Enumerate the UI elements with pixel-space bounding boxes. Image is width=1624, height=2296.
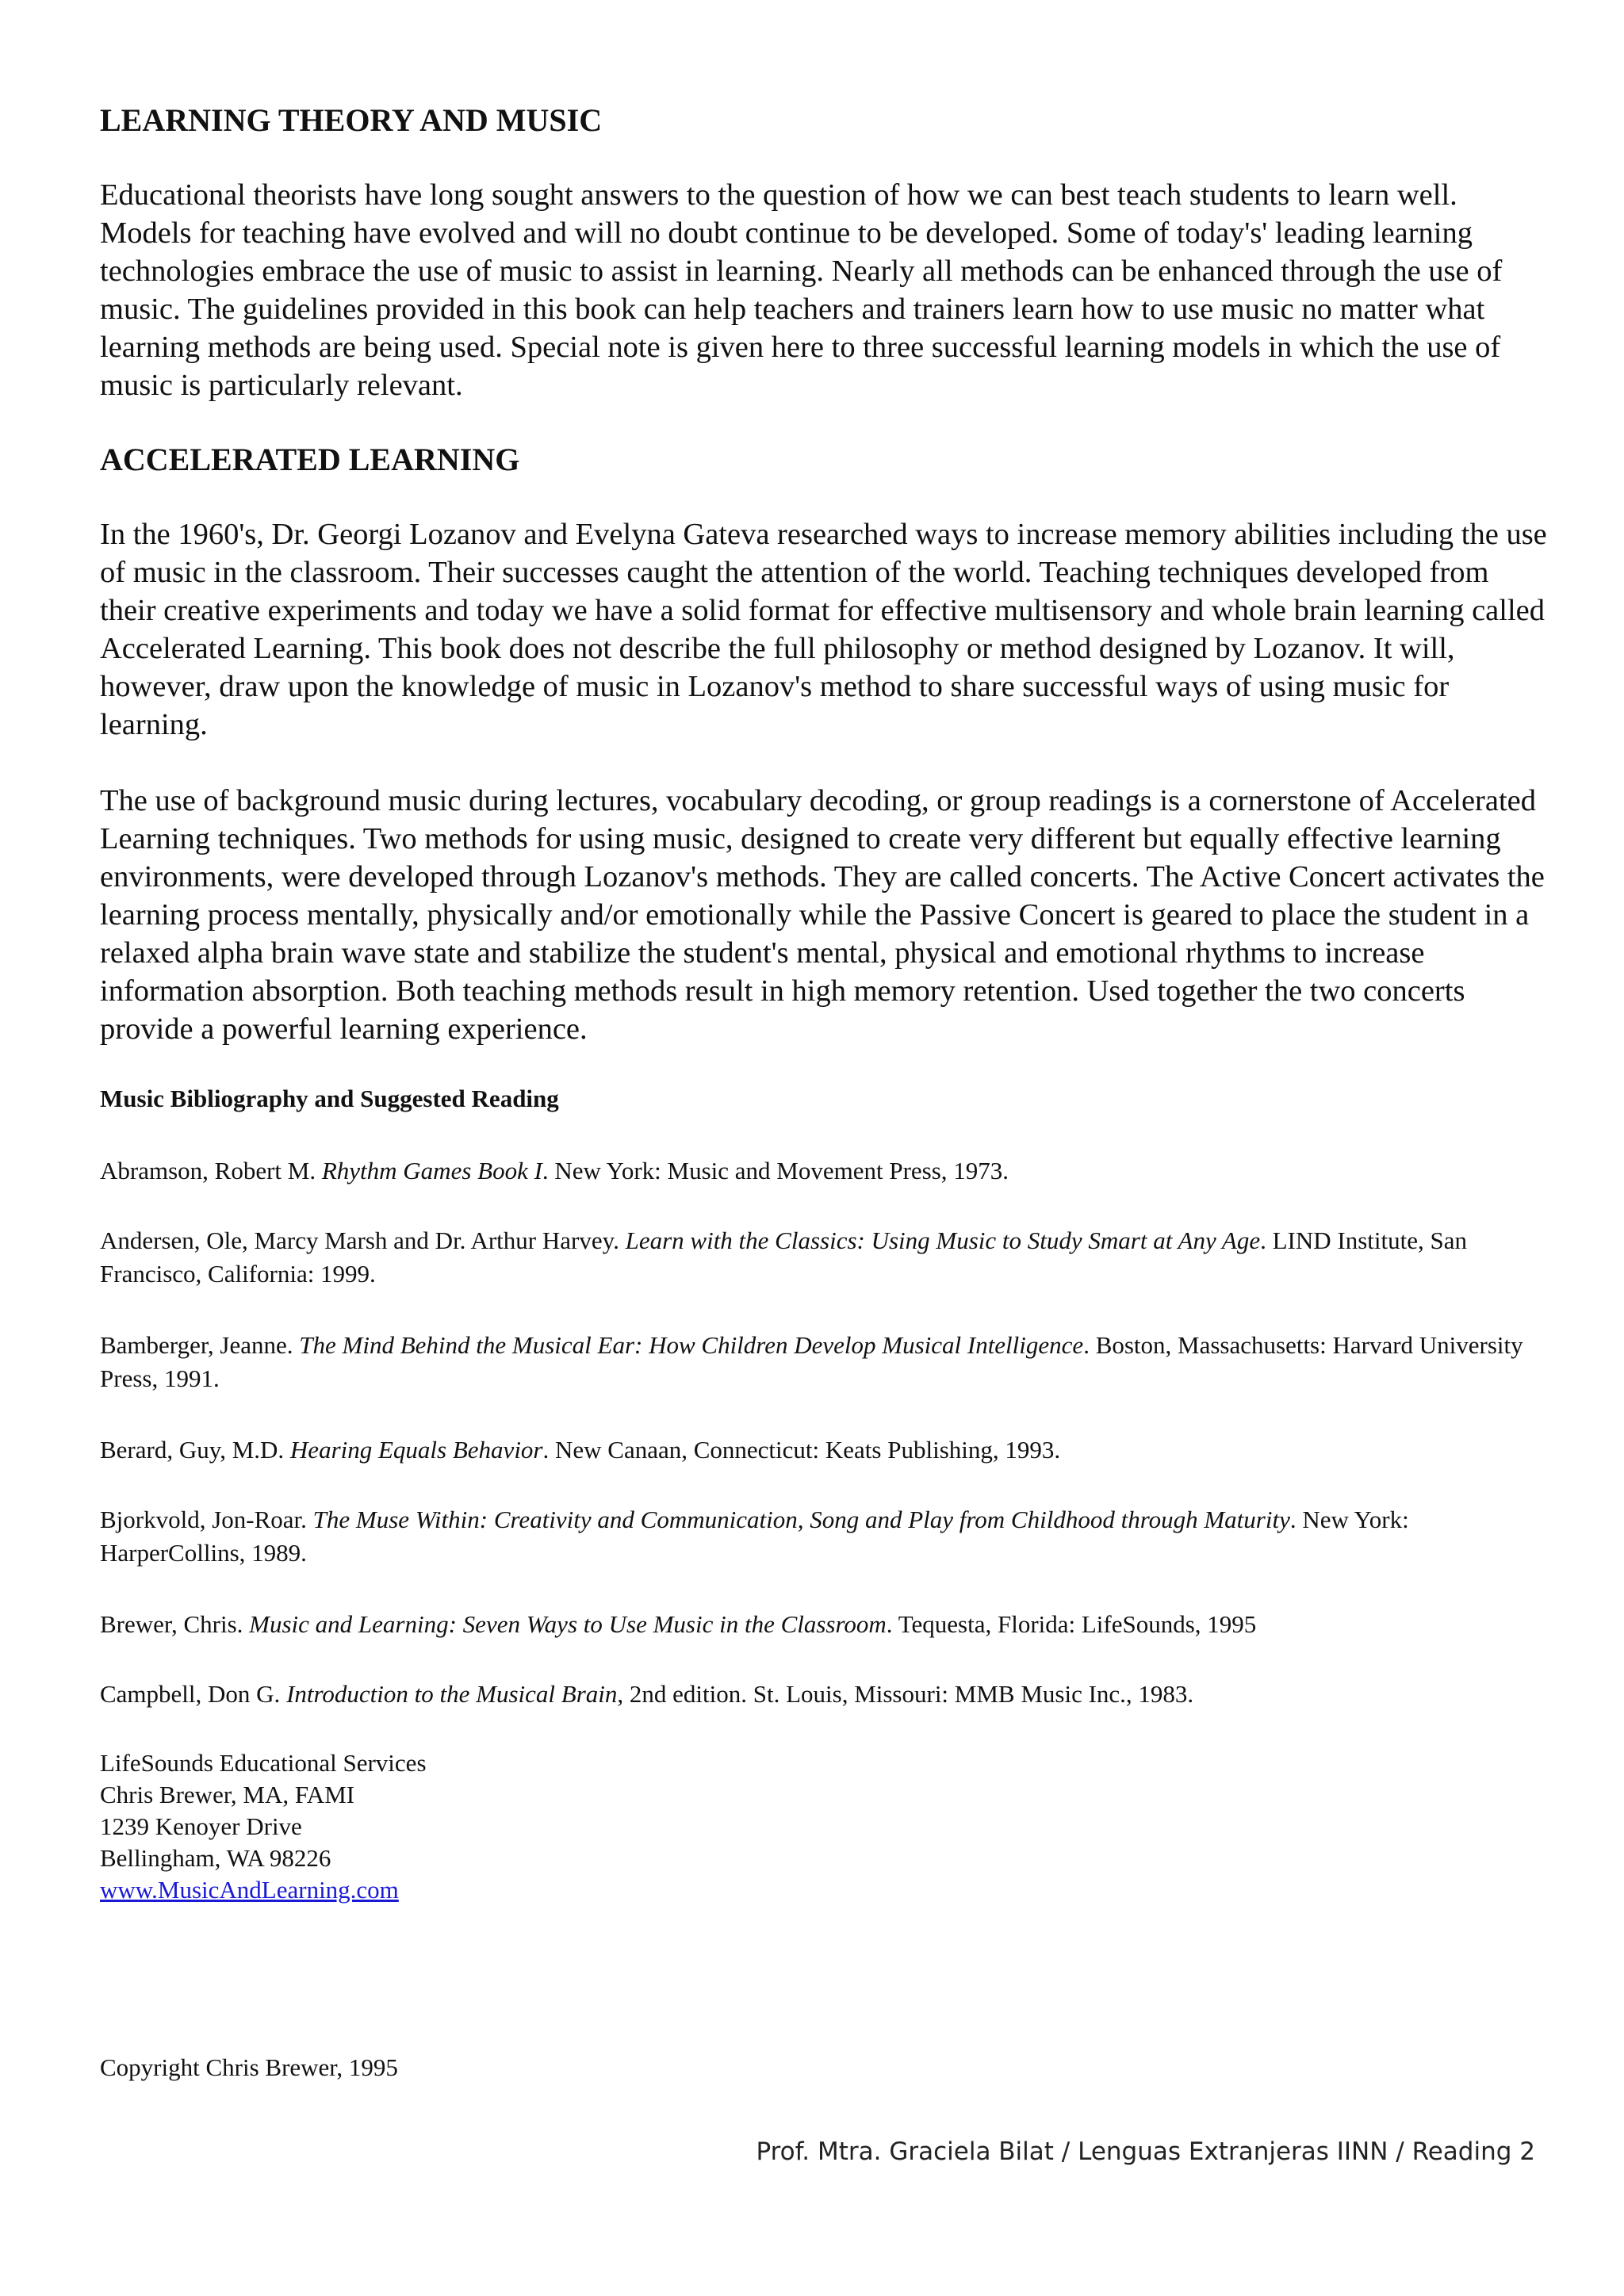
bibliography-title: Rhythm Games Book I [321,1157,542,1184]
bibliography-entry [100,1678,1551,1711]
bibliography-author: Bamberger, Jeanne. [100,1331,300,1359]
bibliography-title: The Muse Within: Creativity and Communication, Song and Play from Childhood through Maturity [312,1506,1290,1533]
bibliography-title: Learn with the Classics: Using Music to Study Smart at Any Age [625,1226,1261,1254]
bibliography-title: Introduction to the Musical Brain [286,1680,618,1708]
page-footer: Prof. Mtra. Graciela Bilat / Lenguas Extranjeras IINN / Reading 2 [756,2137,1535,2166]
section-heading-learning-theory: LEARNING THEORY AND MUSIC [100,102,603,138]
paragraph-learning-theory: Educational theorists have long sought answers to the question of how we can best teach students to learn well. Models for teaching have evolved and will no doubt continue to be developed. Some of today's' leading learning technologies embrace the use of music to assist in learning. Nearly all methods can be enhanced through the use of music. The guidelines provided in this book can help teachers and trainers learn how to use music no matter what learning methods are being used. Special note is given here to three successful learning models in which the use of music is particularly relevant. [100,178,1503,402]
bibliography-publisher: . Tequesta, Florida: LifeSounds, 1995 [886,1610,1257,1638]
contact-street: 1239 Kenoyer Drive [100,1812,302,1840]
bibliography-entry [100,1224,1551,1291]
bibliography-heading: Music Bibliography and Suggested Reading [100,1085,559,1112]
bibliography-entry [100,1433,1551,1467]
bibliography-entry [100,1608,1551,1641]
copyright-notice: Copyright Chris Brewer, 1995 [100,2053,398,2081]
contact-name: Chris Brewer, MA, FAMI [100,1781,355,1808]
bibliography-title: Hearing Equals Behavior [289,1436,543,1464]
bibliography-author: Campbell, Don G. [100,1680,287,1708]
bibliography-entry [100,1503,1551,1570]
bibliography-title: The Mind Behind the Musical Ear: How Children Develop Musical Intelligence [299,1331,1084,1359]
bibliography-entry [100,1154,1551,1188]
bibliography-title: Music and Learning: Seven Ways to Use Music in the Classroom [249,1610,887,1638]
bibliography-entry [100,1329,1551,1395]
bibliography-publisher: , 2nd edition. St. Louis, Missouri: MMB Music Inc., 1983. [617,1680,1194,1708]
paragraph-accelerated-learning-1: In the 1960's, Dr. Georgi Lozanov and Evelyna Gateva researched ways to increase memory abilities including the use of music in the classroom. Their successes caught the attention of the world. Teaching techniques developed from their creative experiments and today we have a solid format for effective multisensory and whole brain learning called Accelerated Learning. This book does not describe the full philosophy or method designed by Lozanov. It will, however, draw upon the knowledge of music in Lozanov's method to share successful ways of using music for learning. [100,518,1547,741]
bibliography-author: Abramson, Robert M. [100,1157,322,1184]
contact-block [100,1747,427,1906]
bibliography-author: Andersen, Ole, Marcy Marsh and Dr. Arthur Harvey. [100,1226,626,1254]
bibliography-publisher: . New York: Music and Movement Press, 1973. [542,1157,1009,1184]
bibliography-publisher: . New York: HarperCollins, 1989. [100,1506,1409,1567]
bibliography-publisher: . Boston, Massachusetts: Harvard University Press, 1991. [100,1331,1523,1392]
bibliography-publisher: . LIND Institute, San Francisco, California: 1999. [100,1226,1468,1288]
bibliography-publisher: . New Canaan, Connecticut: Keats Publishing, 1993. [542,1436,1061,1464]
section-heading-accelerated-learning: ACCELERATED LEARNING [100,442,520,477]
bibliography-author: Bjorkvold, Jon-Roar. [100,1506,313,1533]
bibliography-author: Berard, Guy, M.D. [100,1436,290,1464]
bibliography-author: Brewer, Chris. [100,1610,250,1638]
contact-city: Bellingham, WA 98226 [100,1844,331,1872]
contact-organization: LifeSounds Educational Services [100,1749,427,1777]
website-link[interactable]: www.MusicAndLearning.com [100,1876,399,1904]
paragraph-accelerated-learning-2: The use of background music during lectures, vocabulary decoding, or group readings is a cornerstone of Accelerated Learning techniques. Two methods for using music, designed to create very different but equally effective learning environments, were developed through Lozanov's methods. They are called concerts. The Active Concert activates the learning process mentally, physically and/or emotionally while the Passive Concert is geared to place the student in a relaxed alpha brain wave state and stabilize the student's mental, physical and emotional rhythms to increase information absorption. Both teaching methods result in high memory retention. Used together the two concerts provide a powerful learning experience. [100,784,1545,1046]
